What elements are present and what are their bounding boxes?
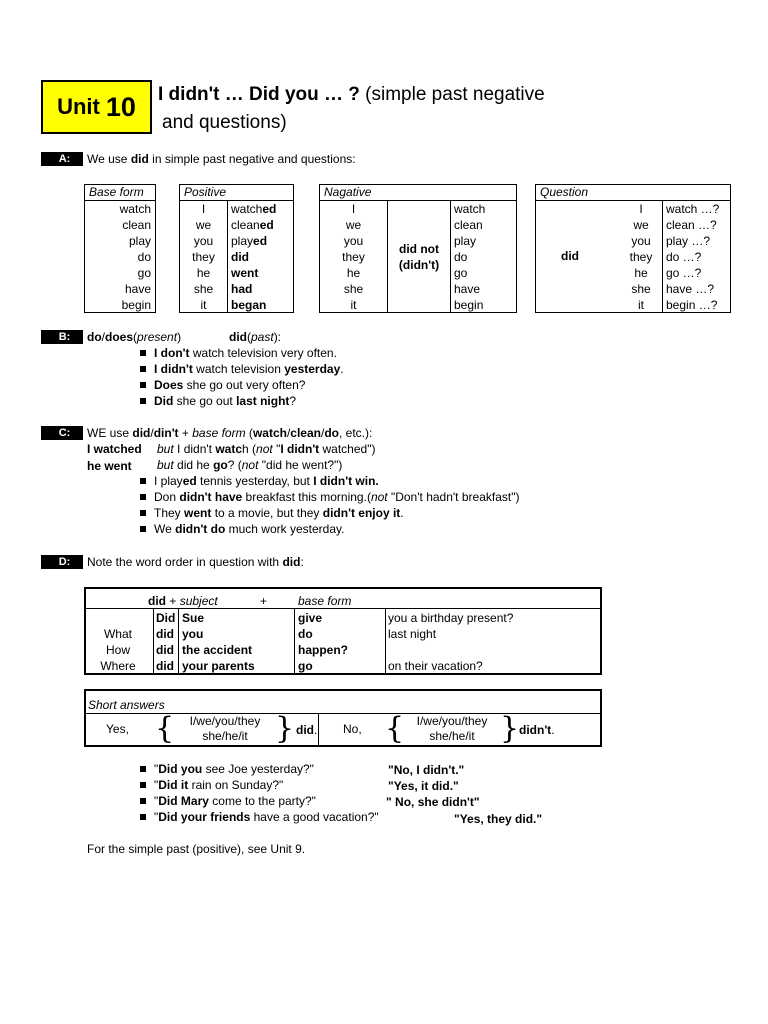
example-left-2: he went	[87, 459, 132, 473]
negative-table	[319, 184, 517, 313]
positive-form-cell: went	[231, 266, 259, 280]
list-item: Did she go out last night?	[140, 394, 296, 408]
list-item: "Did it rain on Sunday?"	[140, 778, 283, 792]
pronoun-cell: she	[193, 282, 214, 296]
base-form-cell: begin	[121, 298, 151, 312]
section-c-tag: C:	[41, 426, 83, 440]
list-item: We didn't do much work yesterday.	[140, 522, 344, 536]
positive-form-cell: cleaned	[231, 218, 274, 232]
negative-forms	[454, 201, 485, 313]
positive-forms	[231, 201, 276, 313]
pronoun-cell: we	[345, 218, 362, 232]
positive-form-cell: did	[231, 250, 249, 264]
positive-form-cell: played	[231, 234, 268, 248]
base-column: give do happen? go	[298, 611, 348, 673]
pronoun-cell: you	[343, 234, 364, 248]
list-item: I don't watch television very often.	[140, 346, 337, 360]
pronoun-cell: it	[638, 298, 644, 312]
base-form-cell: go	[137, 266, 151, 280]
title-rest: (simple past negative	[365, 84, 545, 105]
positive-form-cell: watched	[231, 202, 277, 216]
list-item: Does she go out very often?	[140, 378, 305, 392]
pronoun-cell: I	[201, 202, 206, 216]
example-answer: "No, I didn't."	[388, 763, 465, 777]
did-column: Did did did did	[156, 611, 176, 673]
question-table	[535, 184, 731, 313]
pronoun-cell: you	[193, 234, 214, 248]
pronoun-cell: we	[633, 218, 649, 232]
question-form-cell: clean …?	[666, 218, 717, 232]
word-order-plus: +	[260, 594, 268, 608]
example-right-1: but I didn't watch (not "I didn't watched")	[157, 442, 376, 456]
section-b-heading: do/does(present)	[87, 330, 182, 344]
pronoun-cell: I	[351, 202, 356, 216]
page-title-line2: and questions)	[162, 112, 287, 133]
base-form-header: Base form	[85, 185, 155, 201]
did-label: did	[561, 249, 579, 263]
question-form-cell: have …?	[666, 282, 715, 296]
pronoun-cell: they	[342, 250, 365, 264]
unit-number: 10	[105, 91, 136, 122]
title-bold: I didn't … Did you … ?	[158, 84, 360, 105]
pronoun-cell: he	[346, 266, 361, 280]
page-title	[158, 84, 545, 106]
list-item: They went to a movie, but they didn't enjoy it.	[140, 506, 404, 520]
negative-form-cell: begin	[454, 298, 484, 312]
question-words: What How Where	[100, 627, 136, 673]
pronoun-cell: I	[639, 202, 643, 216]
pronoun-group-no: I/we/you/they she/he/it	[416, 714, 488, 743]
negative-pronouns	[320, 201, 387, 313]
pronoun-cell: you	[631, 234, 651, 248]
negative-header: Nagative	[320, 185, 516, 201]
base-form-cell: watch	[119, 202, 151, 216]
left-brace-icon: {	[385, 711, 405, 746]
pronoun-group-yes: I/we/you/they she/he/it	[189, 714, 261, 743]
pronoun-cell: she	[631, 282, 651, 296]
list-item: "Did Mary come to the party?"	[140, 794, 316, 808]
example-answer: "Yes, it did."	[388, 779, 459, 793]
question-form-cell: do …?	[666, 250, 702, 264]
unit-word: Unit	[57, 94, 100, 119]
base-form-table	[84, 184, 156, 313]
pronoun-cell: they	[629, 250, 653, 264]
question-form-cell: go …?	[666, 266, 702, 280]
did-answer: did.	[296, 723, 318, 737]
subject-column: Sue you the accident your parents	[182, 611, 255, 673]
unit-label-box	[41, 80, 152, 134]
rest-column: you a birthday present? last night on their vacation?	[388, 611, 514, 673]
negative-form-cell: play	[454, 234, 477, 248]
base-form-cell: play	[128, 234, 151, 248]
didnt-answer: didn't.	[519, 723, 555, 737]
negative-form-cell: do	[454, 250, 468, 264]
negative-form-cell: watch	[454, 202, 486, 216]
list-item: Don didn't have breakfast this morning.(not "Don't hadn't breakfast")	[140, 490, 519, 504]
pronoun-cell: it	[350, 298, 357, 312]
short-answers-label: Short answers	[88, 698, 165, 712]
right-brace-icon: }	[500, 711, 520, 746]
section-d-intro: Note the word order in question with did:	[87, 555, 304, 569]
footer-note: For the simple past (positive), see Unit 9.	[87, 842, 306, 856]
question-pronouns	[620, 201, 662, 313]
question-form-cell: watch …?	[666, 202, 720, 216]
base-form-cell: do	[137, 250, 151, 264]
negative-form-cell: have	[454, 282, 481, 296]
list-item: I played tennis yesterday, but I didn't win.	[140, 474, 379, 488]
left-brace-icon: {	[155, 711, 175, 746]
base-form-cell: clean	[122, 218, 151, 232]
question-form-cell: play …?	[666, 234, 711, 248]
section-a-intro: We use did in simple past negative and questions:	[87, 152, 356, 166]
pronoun-cell: we	[195, 218, 212, 232]
list-item: "Did you see Joe yesterday?"	[140, 762, 314, 776]
negative-form-cell: go	[454, 266, 468, 280]
example-answer: " No, she didn't"	[386, 795, 480, 809]
example-right-2: but did he go? (not "did he went?")	[157, 458, 343, 472]
section-c-heading: WE use did/din't + base form (watch/clean/do, etc.):	[87, 426, 373, 440]
positive-pronouns	[180, 201, 227, 313]
list-item: I didn't watch television yesterday.	[140, 362, 344, 376]
example-answer: "Yes, they did."	[454, 812, 543, 826]
section-a-tag: A:	[41, 152, 83, 166]
did-not-label: did not (didn't)	[398, 242, 440, 272]
list-item: "Did your friends have a good vacation?"	[140, 810, 379, 824]
question-header: Question	[536, 185, 730, 201]
yes-label: Yes,	[106, 722, 129, 736]
section-b-heading-past: did(past):	[229, 330, 282, 344]
pronoun-cell: they	[192, 250, 215, 264]
positive-form-cell: began	[231, 298, 267, 312]
negative-form-cell: clean	[454, 218, 483, 232]
base-form-cell: have	[124, 282, 151, 296]
pronoun-cell: he	[634, 266, 648, 280]
positive-form-cell: had	[231, 282, 253, 296]
word-order-base-header: base form	[298, 594, 352, 608]
word-order-header: did + subject	[148, 594, 218, 608]
question-form-cell: begin …?	[666, 298, 718, 312]
positive-table	[179, 184, 294, 313]
right-brace-icon: }	[275, 711, 295, 746]
pronoun-cell: he	[196, 266, 211, 280]
base-form-list	[120, 201, 151, 313]
pronoun-cell: it	[200, 298, 207, 312]
pronoun-cell: she	[343, 282, 364, 296]
question-forms	[666, 201, 719, 313]
section-b-tag: B:	[41, 330, 83, 344]
no-label: No,	[343, 722, 362, 736]
section-d-tag: D:	[41, 555, 83, 569]
example-left-1: I watched	[87, 442, 142, 456]
positive-header: Positive	[180, 185, 293, 201]
